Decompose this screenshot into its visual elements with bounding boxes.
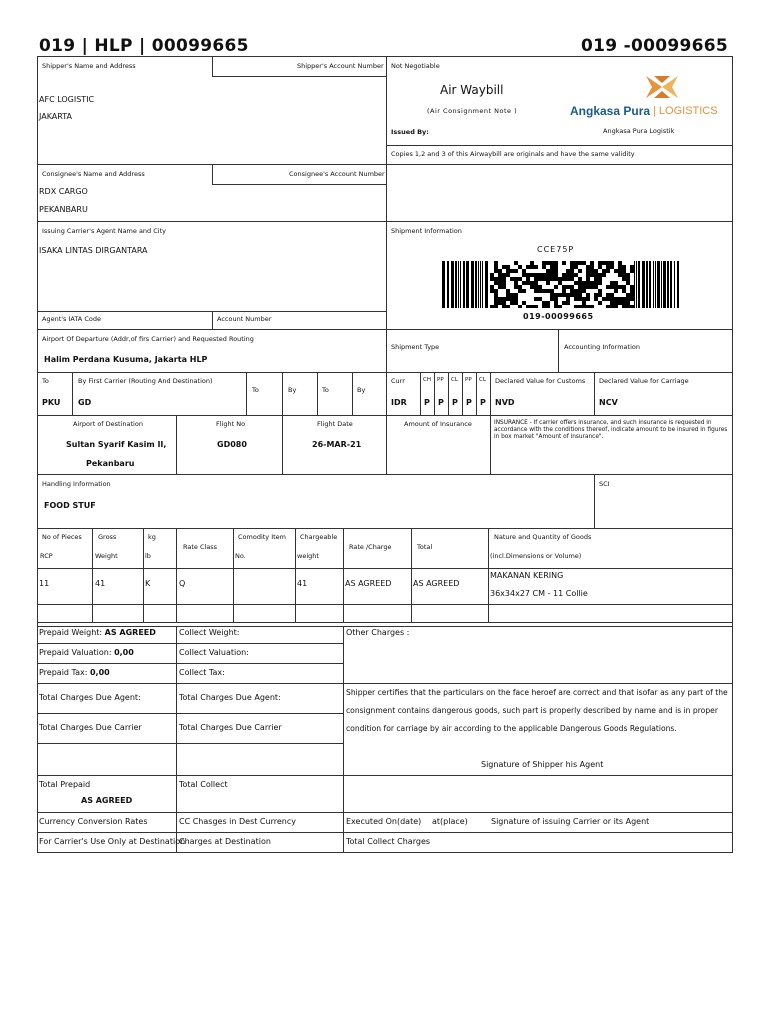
- prepaid-tax-label: Prepaid Tax: 0,00: [39, 668, 110, 677]
- handling-label: Handling Information: [42, 480, 111, 488]
- issued-by-label: Issued By:: [391, 128, 429, 136]
- h-chargeable-1: Chargeable: [300, 533, 338, 541]
- shipper-city: JAKARTA: [39, 112, 72, 121]
- h-chargeable-2: weight: [297, 552, 319, 560]
- other-charges-label: Other Charges :: [346, 628, 410, 637]
- handling-value: FOOD STUF: [44, 501, 96, 510]
- angkasa-pura-logo: [568, 74, 728, 122]
- due-agent-collect: Total Charges Due Agent:: [179, 693, 281, 702]
- destination-value-2: Pekanbaru: [86, 459, 135, 468]
- h-total: Total: [417, 543, 433, 551]
- charge-code-p2: P: [438, 398, 444, 407]
- customs-value: NVD: [495, 398, 515, 407]
- awb-header-left: 019 | HLP | 00099665: [39, 36, 249, 56]
- unit-value: K: [145, 579, 151, 588]
- h-nature-2: (incl.Dimensions or Volume): [490, 552, 582, 560]
- shipper-label: Shipper's Name and Address: [42, 62, 136, 70]
- collect-weight-label: Collect Weight:: [179, 628, 240, 637]
- not-negotiable-label: Not Negotiable: [391, 62, 440, 70]
- logo-text-a: Angkasa Pura: [570, 104, 651, 118]
- h-nature-1: Nature and Quantity of Goods: [494, 533, 592, 541]
- due-carrier-prepaid: Total Charges Due Carrier: [39, 723, 142, 732]
- cert-line-1: Shipper certifies that the particulars on the face heroef are correct and that isofar as any part of the: [346, 688, 728, 697]
- agent-name: ISAKA LINTAS DIRGANTARA: [39, 246, 148, 255]
- cert-line-3: condition for carriage by air according to the applicable Dangerous Goods Regulations.: [346, 724, 677, 733]
- insurance-label: Amount of Insurance: [404, 420, 472, 428]
- decl-carriage-label: Declared Value for Carriage: [599, 377, 689, 385]
- curr-value: IDR: [391, 398, 407, 407]
- pp2-label: PP: [465, 377, 472, 383]
- cert-line-2: consignment contains dangerous goods, such part is properly described by name and is in proper: [346, 706, 718, 715]
- cl2-label: CL: [479, 377, 486, 383]
- to2-label: To: [252, 386, 259, 394]
- collect-valuation-label: Collect Valuation:: [179, 648, 249, 657]
- insurance-note: INSURANCE - If carrier offers insurance, and such insurance is requested in accordance with the conditions thereof, indicate amount to be insured in figures in box market "Amount of insurance".: [494, 420, 728, 440]
- awb-header-right: 019 -00099665: [581, 36, 728, 56]
- carriage-value: NCV: [599, 398, 618, 407]
- h-commodity-2: No.: [235, 552, 246, 560]
- charge-code-p3: P: [452, 398, 458, 407]
- charge-code-p5: P: [480, 398, 486, 407]
- collect-tax-label: Collect Tax:: [179, 668, 225, 677]
- h-lb: lb: [145, 552, 151, 560]
- consignee-label: Consignee's Name and Address: [42, 170, 145, 178]
- flight-no-label: Flight No: [216, 420, 246, 428]
- rate-value: AS AGREED: [345, 579, 392, 588]
- total-prepaid-label: Total Prepaid: [39, 780, 91, 789]
- total-collect-label: Total Collect: [179, 780, 228, 789]
- sci-label: SCI: [599, 480, 610, 488]
- goods-line-2: 36x34x27 CM - 11 Collie: [490, 589, 588, 598]
- total-collect-charges-label: Total Collect Charges: [346, 837, 431, 846]
- signature-shipper: Signature of Shipper his Agent: [481, 760, 604, 769]
- due-agent-prepaid: Total Charges Due Agent:: [39, 693, 141, 702]
- waybill-subtitle: (Air Consignment Note ): [427, 107, 518, 115]
- shipper-name: AFC LOGISTIC: [39, 95, 95, 104]
- prepaid-weight-label: Prepaid Weight: AS AGREED: [39, 628, 156, 637]
- waybill-title: Air Waybill: [440, 83, 504, 97]
- total-prepaid-value: AS AGREED: [81, 796, 133, 805]
- flight-no-value: GD080: [217, 440, 247, 449]
- h-gross-1: Gross: [98, 533, 117, 541]
- executed-label: Executed On(date): [346, 817, 422, 826]
- cc-charges-label: CC Chasges in Dest Currency: [179, 817, 296, 826]
- destination-value-1: Sultan Syarif Kasim II,: [66, 440, 167, 449]
- carrier-value: GD: [78, 398, 92, 407]
- consignee-account-label: Consignee's Account Number: [289, 170, 385, 178]
- total-value: AS AGREED: [413, 579, 460, 588]
- shipper-account-label: Shipper's Account Number: [297, 62, 384, 70]
- shipment-code: CCE75P: [537, 245, 575, 254]
- h-pieces-1: No of Pieces: [42, 533, 82, 541]
- by3-label: By: [357, 386, 366, 394]
- first-carrier-label: By First Carrier (Routing And Destination): [78, 377, 213, 385]
- flight-date-value: 26-MAR-21: [312, 440, 362, 449]
- gross-value: 41: [95, 579, 106, 588]
- prepaid-weight-value: AS AGREED: [104, 628, 156, 637]
- to-label: To: [42, 377, 49, 385]
- prepaid-tax-value: 0,00: [89, 668, 110, 677]
- by2-label: By: [288, 386, 297, 394]
- at-place-label: at(place): [432, 817, 468, 826]
- rate-class-value: Q: [179, 579, 186, 588]
- consignee-city: PEKANBARU: [39, 205, 88, 214]
- copies-note: Copies 1,2 and 3 of this Airwaybill are originals and have the same validity: [391, 150, 635, 158]
- pieces-value: 11: [39, 579, 50, 588]
- chargeable-value: 41: [297, 579, 308, 588]
- ch-label: CH: [423, 377, 431, 383]
- conversion-label: Currency Conversion Rates: [39, 817, 148, 826]
- h-gross-2: Weight: [95, 552, 118, 560]
- carrier-use-label: For Carrier's Use Only at Destination: [39, 837, 186, 846]
- to-value: PKU: [42, 398, 61, 407]
- prepaid-valuation-label: Prepaid Valuation: 0,00: [39, 648, 134, 657]
- logo-mark-icon: [642, 74, 682, 100]
- shipment-type-label: Shipment Type: [391, 343, 440, 351]
- to3-label: To: [322, 386, 329, 394]
- departure-label: Airport Of Departure (Addr,of firs Carrier) and Requested Routing: [42, 335, 254, 343]
- curr-label: Curr: [391, 377, 405, 385]
- issued-by-value: Angkasa Pura Logistik: [603, 127, 675, 135]
- h-rate-class: Rate Class: [183, 543, 218, 551]
- departure-value: Halim Perdana Kusuma, Jakarta HLP: [44, 355, 208, 364]
- h-rate: Rate /Charge: [349, 543, 392, 551]
- awb-barcode: [442, 261, 680, 308]
- agent-account-label: Account Number: [217, 315, 272, 323]
- agent-label: Issuing Carrier's Agent Name and City: [42, 227, 166, 235]
- charge-code-p4: P: [466, 398, 472, 407]
- cl1-label: CL: [451, 377, 458, 383]
- charges-dest-label: Charges at Destination: [179, 837, 271, 846]
- decl-customs-label: Declared Value for Customs: [495, 377, 586, 385]
- flight-date-label: Flight Date: [317, 420, 353, 428]
- prepaid-valuation-value: 0,00: [114, 648, 134, 657]
- awb-number-under-barcode: 019-00099665: [523, 312, 594, 321]
- h-kg: kg: [148, 533, 156, 541]
- accounting-label: Accounting Information: [564, 343, 640, 351]
- due-carrier-collect: Total Charges Due Carrier: [179, 723, 282, 732]
- destination-label: Airport of Destination: [73, 420, 143, 428]
- consignee-name: RDX CARGO: [39, 187, 88, 196]
- pp1-label: PP: [437, 377, 444, 383]
- h-pieces-2: RCP: [40, 552, 53, 560]
- h-commodity-1: Comodity Item: [238, 533, 287, 541]
- charge-code-p1: P: [424, 398, 430, 407]
- agent-iata-label: Agent's IATA Code: [42, 315, 101, 323]
- shipment-info-label: Shipment Information: [391, 227, 462, 235]
- logo-text-b: | LOGISTICS: [653, 105, 718, 117]
- signature-carrier: Signature of issuing Carrier or its Agent: [491, 817, 650, 826]
- goods-line-1: MAKANAN KERING: [490, 571, 564, 580]
